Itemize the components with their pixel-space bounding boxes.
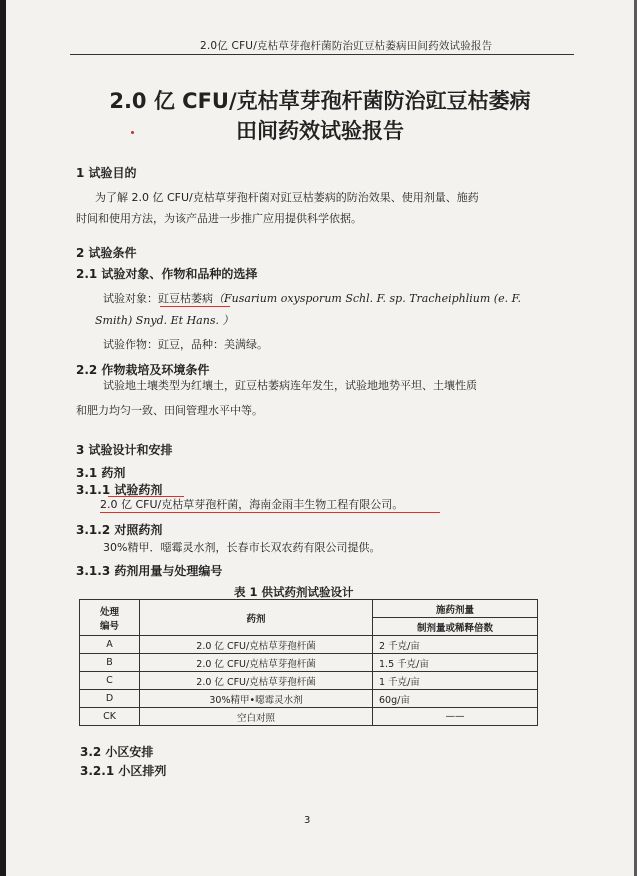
section-3-2-heading: 3.2 小区安排 bbox=[80, 745, 154, 759]
red-underline-target bbox=[160, 306, 230, 307]
cell-agent: 2.0 亿 CFU/克枯草芽孢杆菌 bbox=[140, 636, 373, 654]
target-value: 豇豆枯萎病 bbox=[158, 292, 213, 305]
header-dosage-sub: 制剂量或稀释倍数 bbox=[373, 618, 538, 636]
red-mark bbox=[131, 131, 134, 134]
table-row bbox=[80, 690, 538, 708]
target-label: 试验对象： bbox=[103, 292, 158, 305]
trial-design-table bbox=[79, 599, 538, 726]
cell-dose: 1 千克/亩 bbox=[373, 672, 538, 690]
section-3-1-1-heading: 3.1.1 试验药剂 bbox=[76, 483, 163, 497]
table-row bbox=[80, 672, 538, 690]
header-code-line1: 处理 bbox=[99, 606, 119, 618]
cell-code: B bbox=[80, 654, 140, 672]
target-latin-continued: Smith) Snyd. Et Hans. ） bbox=[95, 314, 234, 327]
section-3-2-1-heading: 3.2.1 小区排列 bbox=[80, 764, 167, 778]
target-line bbox=[103, 290, 521, 306]
crop-line: 试验作物：豇豆，品种：美满绿。 bbox=[103, 338, 268, 351]
scan-left-edge bbox=[0, 0, 6, 876]
cell-agent: 2.0 亿 CFU/克枯草芽孢杆菌 bbox=[140, 672, 373, 690]
section-3-1-3-heading: 3.1.3 药剂用量与处理编号 bbox=[76, 564, 223, 578]
table-row bbox=[80, 636, 538, 654]
section-2-1-heading: 2.1 试验对象、作物和品种的选择 bbox=[76, 267, 258, 281]
section-3-1-2-heading: 3.1.2 对照药剂 bbox=[76, 523, 163, 537]
cell-dose: 60g/亩 bbox=[373, 690, 538, 708]
page-number: 3 bbox=[304, 815, 311, 826]
conditions-text: 试验地土壤类型为红壤土，豇豆枯萎病连年发生，试验地地势平坦、土壤性质 bbox=[103, 379, 477, 392]
header-dosage: 施药剂量 bbox=[373, 600, 538, 618]
section-2-heading: 2 试验条件 bbox=[76, 246, 137, 260]
header-rule bbox=[70, 54, 574, 55]
cell-code: D bbox=[80, 690, 140, 708]
cell-dose: 2 千克/亩 bbox=[373, 636, 538, 654]
section-1-heading: 1 试验目的 bbox=[76, 166, 137, 180]
section-1-text: 为了解 2.0 亿 CFU/克枯草芽孢杆菌对豇豆枯萎病的防治效果、使用剂量、施药 bbox=[95, 191, 479, 204]
table-row bbox=[80, 654, 538, 672]
cell-dose: 1.5 千克/亩 bbox=[373, 654, 538, 672]
table-caption: 表 1 供试药剂试验设计 bbox=[234, 585, 354, 599]
cell-dose: —— bbox=[373, 708, 538, 726]
target-latin: （Fusarium oxysporum Schl. F. sp. Tracheiphlium (e. F. bbox=[213, 292, 522, 305]
section-3-1-heading: 3.1 药剂 bbox=[76, 466, 126, 480]
conditions-text: 和肥力均匀一致、田间管理水平中等。 bbox=[76, 404, 263, 417]
document-title-line2: 田间药效试验报告 bbox=[236, 119, 404, 143]
header-code-line2: 编号 bbox=[99, 620, 119, 632]
running-header: 2.0亿 CFU/克枯草芽孢杆菌防治豇豆枯萎病田间药效试验报告 bbox=[200, 40, 493, 52]
cell-agent: 30%精甲•噁霉灵水剂 bbox=[140, 690, 373, 708]
section-1-text: 时间和使用方法，为该产品进一步推广应用提供科学依据。 bbox=[76, 212, 362, 225]
section-2-2-heading: 2.2 作物栽培及环境条件 bbox=[76, 363, 210, 377]
cell-code: C bbox=[80, 672, 140, 690]
header-agent: 药剂 bbox=[140, 600, 373, 636]
cell-code: CK bbox=[80, 708, 140, 726]
table-row bbox=[80, 708, 538, 726]
cell-code: A bbox=[80, 636, 140, 654]
document-title-line1: 2.0 亿 CFU/克枯草芽孢杆菌防治豇豆枯萎病 bbox=[109, 89, 531, 113]
control-agent-text: 30%精甲．噁霉灵水剂，长春市长双农药有限公司提供。 bbox=[103, 541, 381, 554]
section-3-heading: 3 试验设计和安排 bbox=[76, 443, 173, 457]
cell-agent: 2.0 亿 CFU/克枯草芽孢杆菌 bbox=[140, 654, 373, 672]
cell-agent: 空白对照 bbox=[140, 708, 373, 726]
red-underline-test-agent bbox=[100, 512, 440, 513]
test-agent-text: 2.0 亿 CFU/克枯草芽孢杆菌，海南金雨丰生物工程有限公司。 bbox=[100, 498, 404, 511]
header-code bbox=[80, 600, 140, 636]
